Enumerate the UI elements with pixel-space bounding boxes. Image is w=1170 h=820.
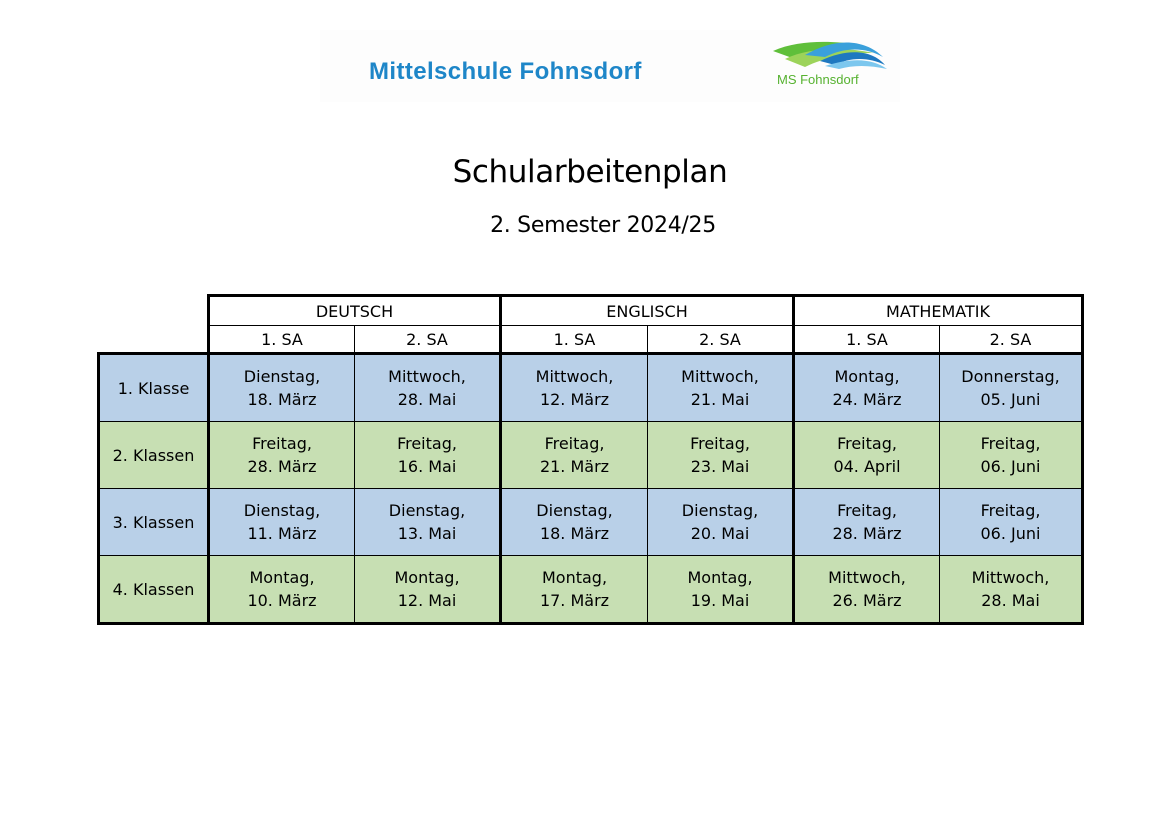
exam-day: Montag, — [541, 568, 608, 587]
exam-day: Dienstag, — [681, 501, 759, 520]
class-label: 4. Klassen — [99, 556, 209, 624]
exam-day: Mittwoch, — [388, 367, 466, 386]
sa-header: 2. SA — [940, 326, 1083, 354]
exam-day: Montag, — [249, 568, 315, 587]
exam-date-cell — [209, 489, 355, 556]
exam-date-cell — [355, 354, 501, 422]
exam-date-cell — [648, 489, 794, 556]
exam-date-cell — [501, 422, 648, 489]
exam-date-cell — [209, 422, 355, 489]
exam-date-cell — [794, 489, 940, 556]
exam-date: 18. März — [539, 524, 610, 543]
exam-date-cell — [648, 422, 794, 489]
exam-day: Montag, — [687, 568, 753, 587]
table-row — [99, 422, 1083, 489]
exam-date-cell — [648, 354, 794, 422]
exam-date: 24. März — [832, 390, 902, 409]
exam-date-cell — [501, 354, 648, 422]
exam-day: Freitag, — [837, 501, 897, 520]
exam-day: Mittwoch, — [971, 568, 1050, 587]
school-name: Mittelschule Fohnsdorf — [369, 58, 642, 85]
exam-date-cell — [794, 354, 940, 422]
exam-date: 19. Mai — [690, 591, 750, 610]
exam-date-cell — [794, 556, 940, 624]
sa-header: 1. SA — [209, 326, 355, 354]
page-subtitle: 2. Semester 2024/25 — [490, 213, 716, 238]
exam-day: Freitag, — [397, 434, 457, 453]
sa-header: 1. SA — [794, 326, 940, 354]
exam-date-cell — [940, 489, 1083, 556]
corner-cell — [99, 296, 209, 354]
logo-text: MS Fohnsdorf — [777, 72, 859, 87]
class-label: 3. Klassen — [99, 489, 209, 556]
exam-date: 13. Mai — [397, 524, 457, 543]
exam-date: 28. Mai — [981, 591, 1040, 610]
exam-date: 18. März — [247, 390, 317, 409]
exam-date: 06. Juni — [980, 524, 1041, 543]
exam-day: Dienstag, — [536, 501, 613, 520]
exam-date: 21. Mai — [690, 390, 750, 409]
exam-date: 04. April — [833, 457, 901, 476]
exam-date: 20. Mai — [690, 524, 750, 543]
sa-header: 1. SA — [501, 326, 648, 354]
exam-date-cell — [940, 556, 1083, 624]
exam-date: 16. Mai — [397, 457, 457, 476]
exam-date-cell — [794, 422, 940, 489]
exam-date: 28. Mai — [397, 390, 457, 409]
subject-header-englisch: ENGLISCH — [501, 296, 794, 326]
exam-date-cell — [940, 422, 1083, 489]
exam-day: Mittwoch, — [535, 367, 614, 386]
exam-day: Dienstag, — [243, 501, 321, 520]
exam-date-cell — [501, 556, 648, 624]
exam-day: Freitag, — [980, 434, 1041, 453]
sa-header-row — [99, 326, 1083, 354]
exam-date-cell — [355, 422, 501, 489]
exam-day: Mittwoch, — [828, 568, 906, 587]
exam-day: Freitag, — [252, 434, 312, 453]
exam-day: Freitag, — [980, 501, 1041, 520]
sa-header: 2. SA — [355, 326, 501, 354]
exam-date-cell — [355, 489, 501, 556]
table-row — [99, 489, 1083, 556]
exam-date: 10. März — [247, 591, 317, 610]
exam-date-cell — [501, 489, 648, 556]
table-row — [99, 354, 1083, 422]
exam-day: Dienstag, — [243, 367, 321, 386]
class-label: 1. Klasse — [99, 354, 209, 422]
exam-date: 21. März — [539, 457, 610, 476]
school-logo — [765, 35, 895, 95]
exam-date: 06. Juni — [980, 457, 1041, 476]
exam-date: 28. März — [832, 524, 902, 543]
subject-header-row — [99, 296, 1083, 326]
exam-day: Dienstag, — [388, 501, 466, 520]
exam-date: 12. März — [539, 390, 610, 409]
exam-date: 17. März — [539, 591, 610, 610]
class-label: 2. Klassen — [99, 422, 209, 489]
exam-date: 11. März — [247, 524, 317, 543]
exam-date-cell — [648, 556, 794, 624]
exam-day: Freitag, — [544, 434, 605, 453]
exam-day: Montag, — [394, 568, 460, 587]
exam-date-cell — [940, 354, 1083, 422]
exam-date: 23. Mai — [690, 457, 750, 476]
sa-header: 2. SA — [648, 326, 794, 354]
table-row — [99, 556, 1083, 624]
exam-day: Freitag, — [690, 434, 750, 453]
subject-header-deutsch: DEUTSCH — [209, 296, 501, 326]
exam-date-cell — [355, 556, 501, 624]
exam-day: Freitag, — [837, 434, 897, 453]
exam-day: Montag, — [834, 367, 900, 386]
exam-date: 28. März — [247, 457, 317, 476]
page-title: Schularbeitenplan — [452, 154, 728, 190]
exam-day: Mittwoch, — [681, 367, 759, 386]
subject-header-mathematik: MATHEMATIK — [794, 296, 1083, 326]
exam-date-cell — [209, 556, 355, 624]
exam-date: 12. Mai — [397, 591, 457, 610]
exam-day: Donnerstag, — [961, 367, 1060, 386]
exam-date-cell — [209, 354, 355, 422]
exam-date: 05. Juni — [980, 390, 1041, 409]
exam-date: 26. März — [832, 591, 902, 610]
exam-schedule-table — [97, 294, 1084, 625]
